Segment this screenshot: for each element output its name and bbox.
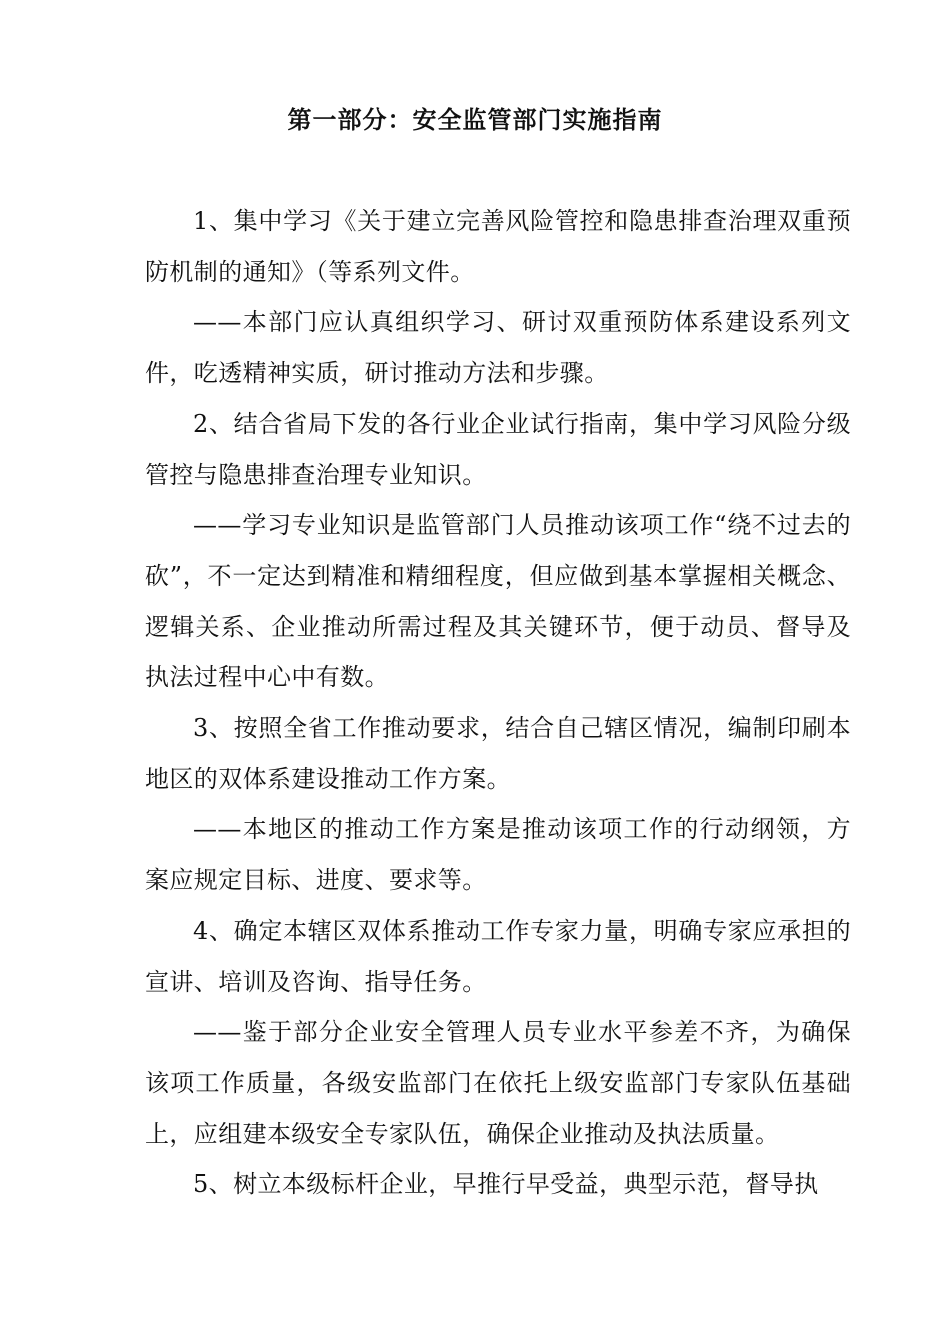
document-body	[145, 196, 851, 1210]
paragraph-2-note: ——学习专业知识是监管部门人员推动该项工作“绕不过去的砍”，不一定达到精准和精细程度，但应做到基本掌握相关概念、逻辑关系、企业推动所需过程及其关键环节，便于动员、督导及执法过程中心中有数。	[145, 511, 851, 692]
paragraph-1-note: ——本部门应认真组织学习、研讨双重预防体系建设系列文件，吃透精神实质，研讨推动方法和步骤。	[145, 308, 851, 388]
paragraph-1: 1、集中学习《关于建立完善风险管控和隐患排查治理双重预防机制的通知》（等系列文件。	[145, 207, 851, 286]
paragraph-4-note: ——鉴于部分企业安全管理人员专业水平参差不齐，为确保该项工作质量，各级安监部门在依托上级安监部门专家队伍基础上，应组建本级安全专家队伍，确保企业推动及执法质量。	[145, 1018, 851, 1148]
paragraph-2: 2、结合省局下发的各行业企业试行指南，集中学习风险分级管控与隐患排查治理专业知识。	[145, 409, 851, 489]
page-title: 第一部分：安全监管部门实施指南	[287, 106, 663, 134]
paragraph-5: 5、树立本级标杆企业，早推行早受益，典型示范，督导执	[193, 1170, 819, 1199]
paragraph-3: 3、按照全省工作推动要求，结合自己辖区情况，编制印刷本地区的双体系建设推动工作方案。	[145, 714, 851, 793]
paragraph-3-note: ——本地区的推动工作方案是推动该项工作的行动纲领，方案应规定目标、进度、要求等。	[145, 815, 851, 895]
paragraph-4: 4、确定本辖区双体系推动工作专家力量，明确专家应承担的宣讲、培训及咨询、指导任务。	[145, 916, 851, 996]
